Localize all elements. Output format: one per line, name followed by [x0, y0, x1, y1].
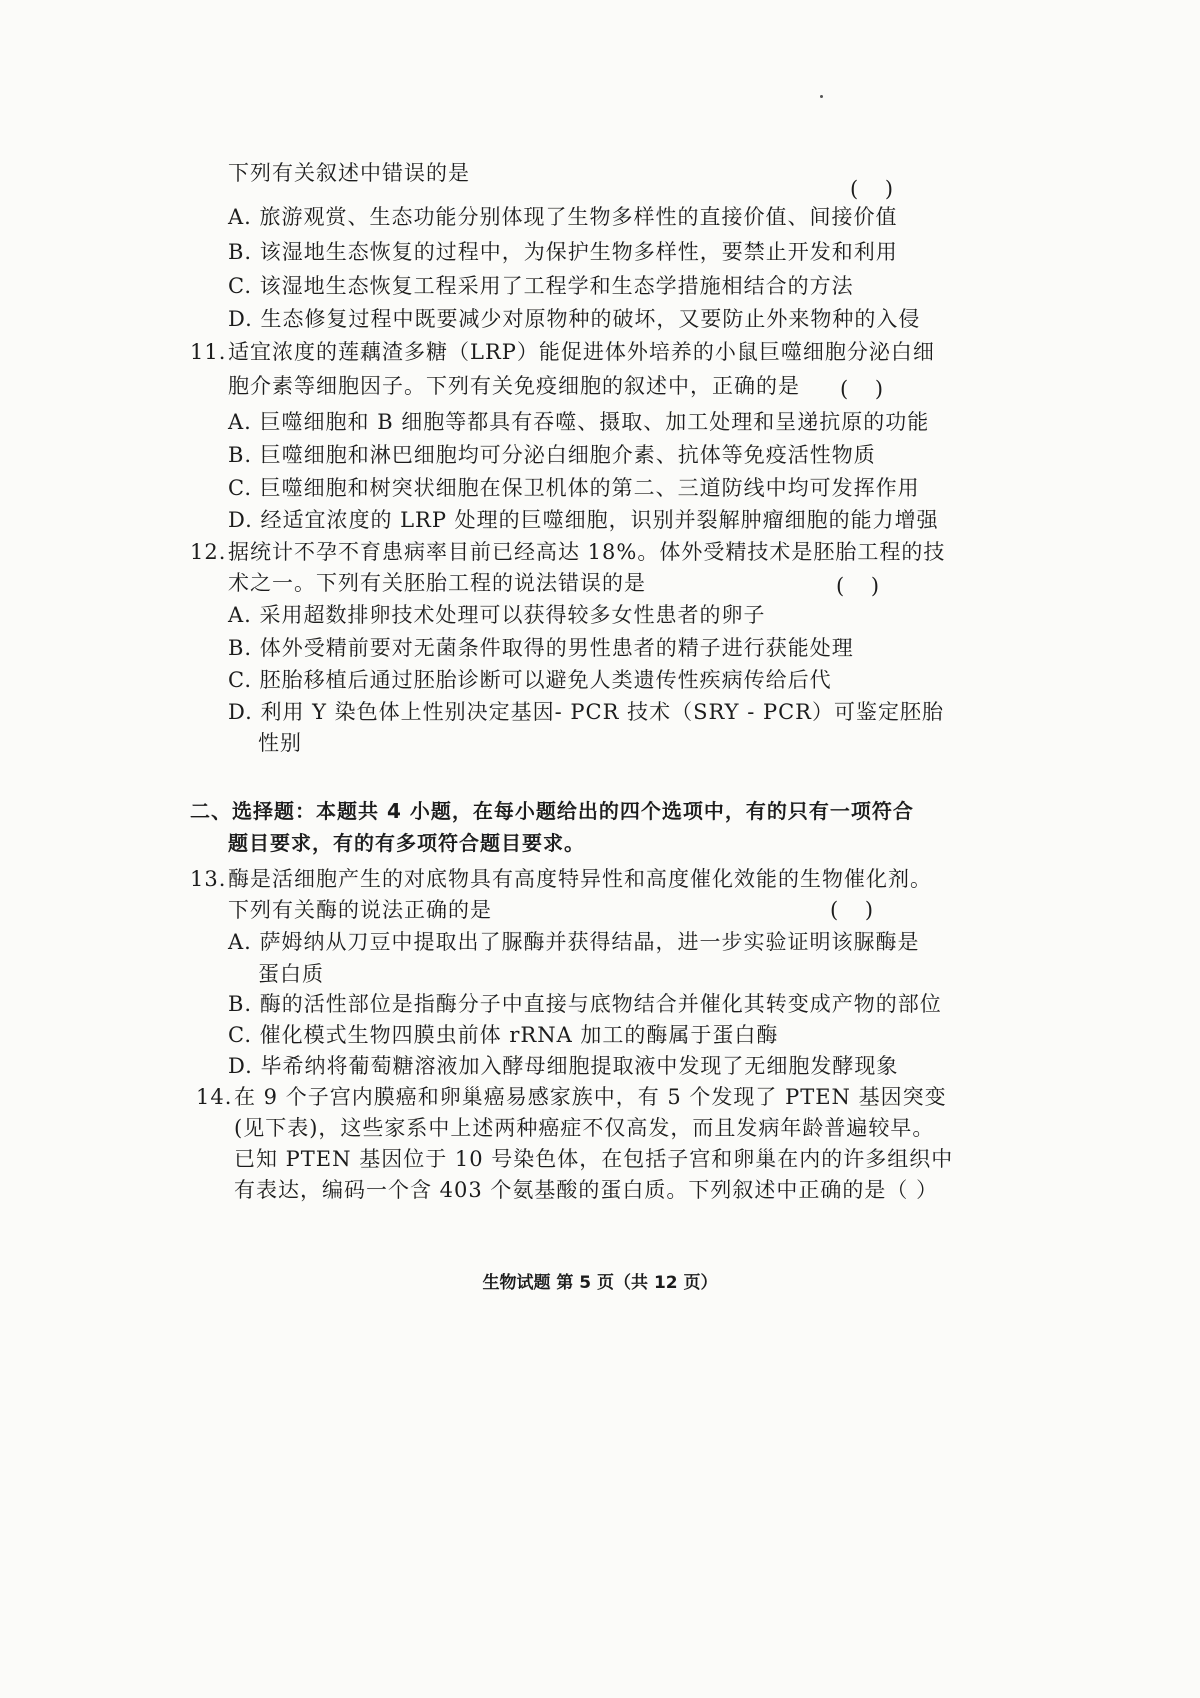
q10-answer-paren: ( ) [850, 177, 894, 201]
q13-option-a: A. 萨姆纳从刀豆中提取出了脲酶并获得结晶，进一步实验证明该脲酶是 [228, 930, 920, 954]
q13-number: 13. [190, 867, 227, 891]
q10-stem: 下列有关叙述中错误的是 [228, 161, 470, 185]
q14-stem-line4: 有表达，编码一个含 403 个氨基酸的蛋白质。下列叙述中正确的是（ ） [234, 1178, 939, 1202]
q10-option-d: D. 生态修复过程中既要减少对原物种的破坏，又要防止外来物种的入侵 [228, 307, 921, 331]
q14-stem-line2: (见下表)，这些家系中上述两种癌症不仅高发，而且发病年龄普遍较早。 [234, 1116, 935, 1140]
q10-option-c: C. 该湿地生态恢复工程采用了工程学和生态学措施相结合的方法 [228, 274, 854, 298]
q12-number: 12. [190, 540, 227, 564]
q13-option-b: B. 酶的活性部位是指酶分子中直接与底物结合并催化其转变成产物的部位 [228, 992, 942, 1016]
q11-option-c: C. 巨噬细胞和树突状细胞在保卫机体的第二、三道防线中均可发挥作用 [228, 476, 920, 500]
q13-option-d: D. 毕希纳将葡萄糖溶液加入酵母细胞提取液中发现了无细胞发酵现象 [228, 1054, 899, 1078]
q11-number: 11. [190, 340, 227, 364]
q12-stem-line2: 术之一。下列有关胚胎工程的说法错误的是 [228, 571, 646, 595]
q13-option-a-continued: 蛋白质 [258, 962, 324, 986]
q14-stem-line1: 在 9 个子宫内膜癌和卵巢癌易感家族中，有 5 个发现了 PTEN 基因突变 [234, 1085, 947, 1109]
q12-stem-line1: 据统计不孕不育患病率目前已经高达 18%。体外受精技术是胚胎工程的技 [228, 540, 946, 564]
q13-stem-line1: 酶是活细胞产生的对底物具有高度特异性和高度催化效能的生物催化剂。 [228, 867, 932, 891]
q11-answer-paren: ( ) [840, 377, 884, 401]
q11-stem-line1: 适宜浓度的莲藕渣多糖（LRP）能促进体外培养的小鼠巨噬细胞分泌白细 [228, 340, 935, 364]
section2-heading-line2: 题目要求，有的有多项符合题目要求。 [228, 831, 585, 855]
section2-heading-line1: 二、选择题：本题共 4 小题，在每小题给出的四个选项中，有的只有一项符合 [190, 799, 914, 823]
q13-option-c: C. 催化模式生物四膜虫前体 rRNA 加工的酶属于蛋白酶 [228, 1023, 779, 1047]
q13-answer-paren: ( ) [830, 898, 874, 922]
q14-stem-line3: 已知 PTEN 基因位于 10 号染色体，在包括子宫和卵巢在内的许多组织中 [234, 1147, 954, 1171]
scan-speck [820, 95, 823, 98]
q11-option-a: A. 巨噬细胞和 B 细胞等都具有吞噬、摄取、加工处理和呈递抗原的功能 [228, 410, 930, 434]
q11-option-b: B. 巨噬细胞和淋巴细胞均可分泌白细胞介素、抗体等免疫活性物质 [228, 443, 876, 467]
q10-option-b: B. 该湿地生态恢复的过程中，为保护生物多样性，要禁止开发和利用 [228, 240, 898, 264]
q13-stem-line2: 下列有关酶的说法正确的是 [228, 898, 492, 922]
page-footer: 生物试题 第 5 页（共 12 页） [482, 1273, 718, 1293]
q10-option-a: A. 旅游观赏、生态功能分别体现了生物多样性的直接价值、间接价值 [228, 205, 898, 229]
q12-option-a: A. 采用超数排卵技术处理可以获得较多女性患者的卵子 [228, 603, 766, 627]
q12-option-d-continued: 性别 [258, 731, 302, 755]
q12-option-c: C. 胚胎移植后通过胚胎诊断可以避免人类遗传性疾病传给后代 [228, 668, 832, 692]
q11-stem-line2: 胞介素等细胞因子。下列有关免疫细胞的叙述中，正确的是 [228, 374, 800, 398]
q12-option-d: D. 利用 Y 染色体上性别决定基因- PCR 技术（SRY - PCR）可鉴定胚胎 [228, 700, 944, 724]
q11-option-d: D. 经适宜浓度的 LRP 处理的巨噬细胞，识别并裂解肿瘤细胞的能力增强 [228, 508, 939, 532]
q12-answer-paren: ( ) [836, 574, 880, 598]
q14-number: 14. [196, 1085, 233, 1109]
q12-option-b: B. 体外受精前要对无菌条件取得的男性患者的精子进行获能处理 [228, 636, 854, 660]
